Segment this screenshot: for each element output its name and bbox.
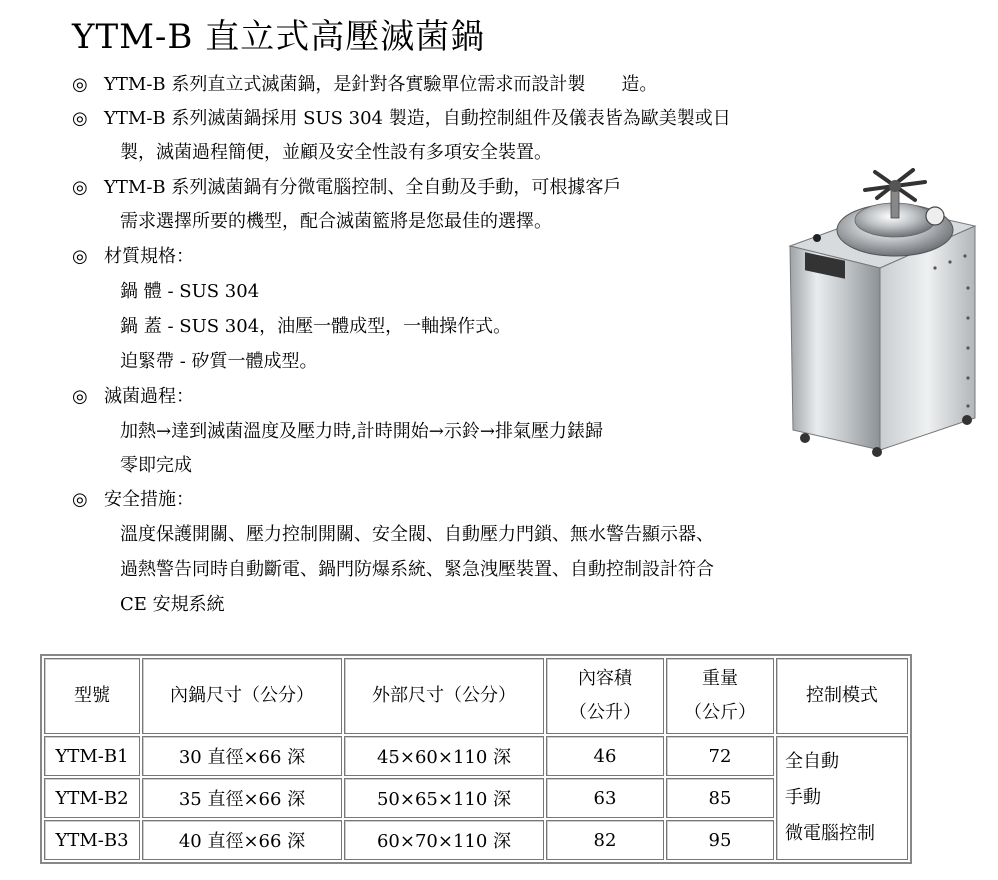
- material-lid: 鍋 蓋 - SUS 304，油壓一體成型，一軸操作式。: [120, 316, 512, 337]
- bullet-3-cont: 需求選擇所要的機型，配合滅菌籃將是您最佳的選擇。: [120, 211, 552, 232]
- cell-outer: 45×60×110 深: [344, 736, 544, 776]
- cell-capacity: 63: [546, 778, 664, 818]
- bullet-text: YTM-B 系列滅菌鍋有分微電腦控制、全自動及手動，可根據客戶: [104, 177, 622, 198]
- cell-outer: 60×70×110 深: [344, 820, 544, 860]
- spec-table: [40, 654, 912, 864]
- col-control: 控制模式: [776, 658, 908, 734]
- bullet-text: 安全措施：: [104, 489, 194, 510]
- process-line-2: 零即完成: [120, 455, 192, 476]
- weight-label: 重量: [702, 668, 738, 689]
- cell-inner: 35 直徑×66 深: [142, 778, 342, 818]
- bullet-mark: ◎: [72, 74, 88, 95]
- cell-model: YTM-B1: [44, 736, 140, 776]
- bullet-mark: ◎: [72, 177, 88, 198]
- col-weight: [666, 658, 774, 734]
- col-capacity: [546, 658, 664, 734]
- cell-model: YTM-B2: [44, 778, 140, 818]
- cell-inner: 40 直徑×66 深: [142, 820, 342, 860]
- bullet-text: 滅菌過程：: [104, 386, 194, 407]
- col-outer-size: 外部尺寸（公分）: [344, 658, 544, 734]
- capacity-unit: （公升）: [569, 702, 641, 723]
- bullet-text: YTM-B 系列直立式滅菌鍋，是針對各實驗單位需求而設計製 造。: [104, 74, 658, 95]
- bullet-text: 材質規格：: [104, 246, 194, 267]
- bullet-1: [72, 70, 657, 100]
- bullet-3: [72, 173, 621, 203]
- bullet-2-cont: 製，滅菌過程簡便，並顧及安全性設有多項安全裝置。: [120, 142, 552, 163]
- bullet-5: [72, 382, 194, 412]
- col-model: 型號: [44, 658, 140, 734]
- cell-capacity: 46: [546, 736, 664, 776]
- weight-unit: （公斤）: [684, 702, 756, 723]
- cell-weight: 85: [666, 778, 774, 818]
- safety-line-2: 過熱警告同時自動斷電、鍋門防爆系統、緊急洩壓裝置、自動控制設計符合: [120, 559, 714, 580]
- table-row: [44, 736, 908, 776]
- cell-outer: 50×65×110 深: [344, 778, 544, 818]
- page-title: YTM-B 直立式高壓滅菌鍋: [72, 17, 486, 57]
- cell-capacity: 82: [546, 820, 664, 860]
- cell-weight: 95: [666, 820, 774, 860]
- process-line-1: 加熱→達到滅菌溫度及壓力時,計時開始→示鈴→排氣壓力錶歸: [120, 421, 603, 442]
- col-inner-size: 內鍋尺寸（公分）: [142, 658, 342, 734]
- bullet-text: YTM-B 系列滅菌鍋採用 SUS 304 製造，自動控制組件及儀表皆為歐美製或日: [104, 108, 731, 129]
- bullet-6: [72, 485, 194, 515]
- control-mode: 全自動: [785, 751, 839, 772]
- bullet-4: [72, 242, 194, 272]
- cell-weight: 72: [666, 736, 774, 776]
- sterilizer-photo: [785, 168, 985, 458]
- bullet-2: [72, 104, 731, 134]
- capacity-label: 內容積: [578, 668, 632, 689]
- cell-inner: 30 直徑×66 深: [142, 736, 342, 776]
- control-mode: 微電腦控制: [785, 823, 875, 844]
- table-header-row: [44, 658, 908, 734]
- control-mode: 手動: [785, 787, 821, 808]
- safety-line-3: CE 安規系統: [120, 594, 225, 615]
- cell-control-modes: [776, 736, 908, 860]
- bullet-mark: ◎: [72, 489, 88, 510]
- bullet-mark: ◎: [72, 386, 88, 407]
- cell-model: YTM-B3: [44, 820, 140, 860]
- bullet-mark: ◎: [72, 108, 88, 129]
- material-gasket: 迫緊帶 - 矽質一體成型。: [120, 351, 318, 372]
- material-body: 鍋 體 - SUS 304: [120, 281, 260, 302]
- bullet-mark: ◎: [72, 246, 88, 267]
- safety-line-1: 溫度保護開關、壓力控制開關、安全閥、自動壓力門鎖、無水警告顯示器、: [120, 524, 714, 545]
